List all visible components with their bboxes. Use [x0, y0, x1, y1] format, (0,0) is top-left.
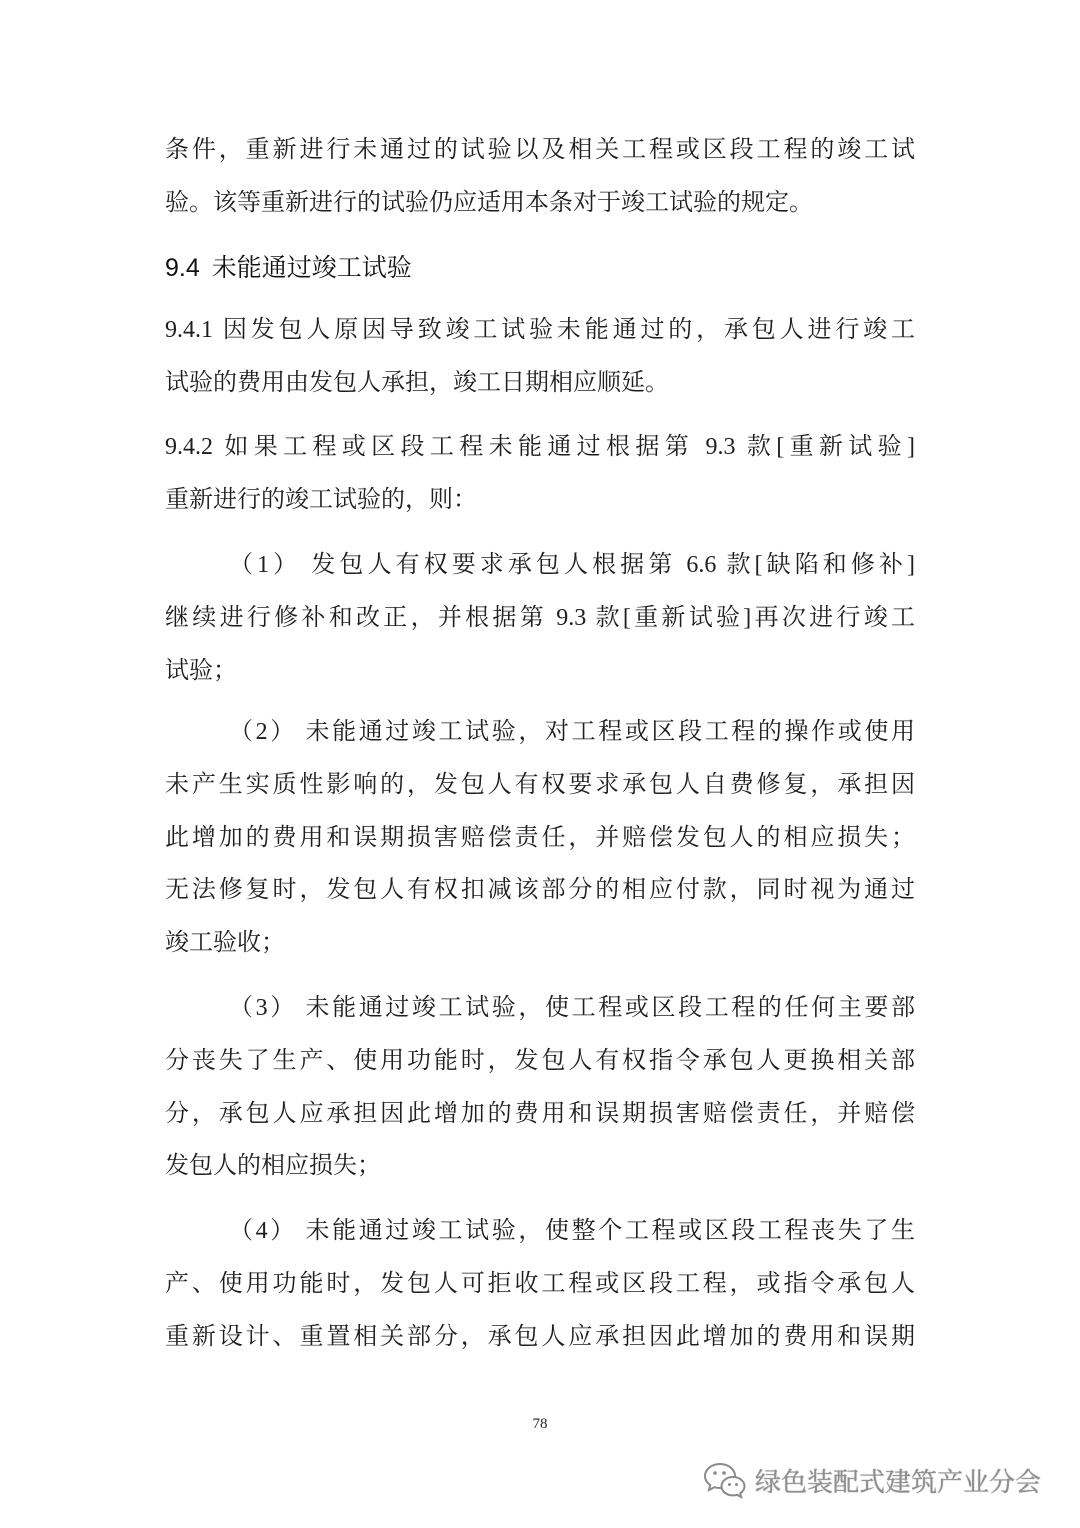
section-title: 未能通过竣工试验 [211, 254, 412, 282]
intro-paragraph [165, 124, 915, 230]
paragraph-line: 未产生实质性影响的，发包人有权要求承包人自费修复，承担因 [165, 771, 915, 798]
clause-9-4-1 [165, 304, 915, 410]
list-item-2 [165, 706, 915, 970]
paragraph-line: （3） 未能通过竣工试验，使工程或区段工程的任何主要部 [229, 995, 915, 1021]
paragraph-line: （4） 未能通过竣工试验，使整个工程或区段工程丧失了生 [229, 1218, 915, 1244]
list-item-3 [165, 982, 915, 1193]
paragraph-line: （1） 发包人有权要求承包人根据第 6.6 款[缺陷和修补] [229, 552, 915, 578]
clause-9-4-2 [165, 421, 915, 527]
watermark [703, 1458, 1053, 1502]
paragraph-line: 9.4.2 如果工程或区段工程未能通过根据第 9.3 款[重新试验] [165, 434, 915, 460]
paragraph-line: 验。该等重新进行的试验仍应适用本条对于竣工试验的规定。 [165, 189, 813, 216]
section-heading [165, 242, 915, 295]
list-item-1 [165, 539, 915, 697]
paragraph-line: 无法修复时，发包人有权扣减该部分的相应付款，同时视为通过 [165, 877, 915, 904]
paragraph-line: （2） 未能通过竣工试验，对工程或区段工程的操作或使用 [229, 719, 915, 745]
paragraph-line: 试验的费用由发包人承担，竣工日期相应顺延。 [165, 369, 669, 396]
page-number: 78 [532, 1416, 548, 1432]
paragraph-line: 继续进行修补和改正，并根据第 9.3 款[重新试验]再次进行竣工 [165, 604, 915, 631]
list-item-4 [165, 1205, 915, 1363]
paragraph-line: 重新进行的竣工试验的，则： [165, 486, 477, 513]
paragraph-line: 竣工验收； [165, 930, 285, 957]
paragraph-line: 分，承包人应承担因此增加的费用和误期损害赔偿责任，并赔偿 [165, 1100, 915, 1127]
paragraph-line: 产、使用功能时，发包人可拒收工程或区段工程，或指令承包人 [165, 1270, 915, 1297]
watermark-text: 绿色装配式建筑产业分会 [755, 1467, 1042, 1498]
paragraph-line: 重新设计、重置相关部分，承包人应承担因此增加的费用和误期 [165, 1323, 915, 1350]
paragraph-line: 发包人的相应损失； [165, 1153, 381, 1180]
wechat-icon [703, 1460, 747, 1500]
section-number: 9.4 [165, 254, 200, 282]
paragraph-line: 试验； [165, 657, 237, 684]
paragraph-line: 此增加的费用和误期损害赔偿责任，并赔偿发包人的相应损失； [165, 824, 915, 851]
paragraph-line: 条件，重新进行未通过的试验以及相关工程或区段工程的竣工试 [165, 137, 915, 163]
paragraph-line: 分丧失了生产、使用功能时，发包人有权指令承包人更换相关部 [165, 1047, 915, 1074]
paragraph-line: 9.4.1 因发包人原因导致竣工试验未能通过的，承包人进行竣工 [165, 317, 915, 343]
